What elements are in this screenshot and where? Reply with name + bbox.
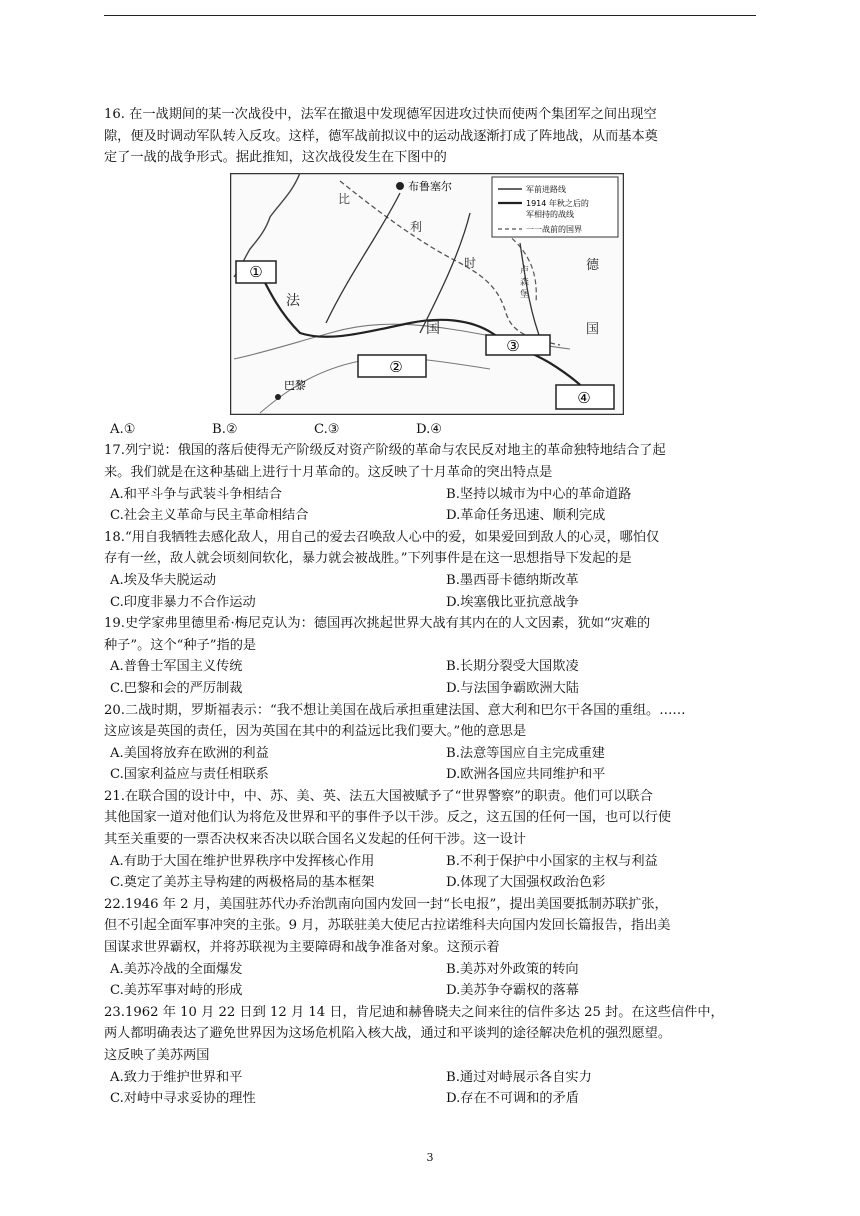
map-marker-1	[236, 261, 276, 283]
question-stem-line: 其至关重要的一票否决权来否决以联合国名义发起的任何干涉。这一设计	[104, 832, 526, 848]
question-stem-line: 22.1946 年 2 月，美国驻苏代办乔治凯南向国内发回一封“长电报”，提出美国要抵制苏联扩张，	[104, 896, 668, 912]
question-stem-line: 定了一战的战争形式。据此推知，这次战役发生在下图中的	[104, 150, 447, 166]
question-options	[104, 678, 756, 700]
map-country-char: 森	[520, 277, 530, 288]
question-options	[104, 570, 756, 592]
question-stem-line: 这反映了美苏两国	[104, 1048, 210, 1063]
legend-item: 1914 年秋之后的	[526, 198, 589, 208]
option-d[interactable]: D.④	[416, 421, 443, 437]
question-options	[104, 1067, 756, 1089]
option-a[interactable]: A.①	[110, 421, 136, 437]
question-stem-line: 20.二战时期，罗斯福表示：“我不想让美国在战后承担重建法国、意大利和巴尔干各国的重组。……	[104, 702, 686, 718]
map-marker-3	[486, 335, 550, 355]
option-c[interactable]: C.社会主义革命与民主革命相结合	[110, 508, 309, 524]
question-stem-line: 17.列宁说：俄国的落后使得无产阶级反对资产阶级的革命与农民反对地主的革命独特地结合了起	[104, 443, 666, 459]
question-stem-line: 其他国家一道对他们认为将危及世界和平的事件予以干涉。反之，这五国的任何一国，也可以行使	[104, 810, 672, 826]
option-c[interactable]: C.国家利益应与责任相联系	[110, 767, 269, 783]
option-b[interactable]: B.美苏对外政策的转向	[446, 961, 579, 977]
map-country-char: 国	[586, 321, 600, 337]
option-a[interactable]: A.和平斗争与武装斗争相结合	[110, 486, 282, 502]
brussels-label: 布鲁塞尔	[408, 179, 452, 193]
svg-text:③: ③	[506, 336, 520, 355]
question-21	[104, 786, 756, 894]
question-options	[104, 505, 756, 527]
question-20	[104, 700, 756, 786]
option-d[interactable]: D.埃塞俄比亚抗意战争	[446, 594, 579, 610]
option-c[interactable]: C.③	[314, 421, 340, 437]
svg-text:①: ①	[249, 262, 263, 281]
option-b[interactable]: B.不利于保护中小国家的主权与利益	[446, 853, 658, 869]
legend-item: 一一战前的国界	[526, 224, 582, 234]
option-d[interactable]: D.美苏争夺霸权的落幕	[446, 983, 579, 999]
question-stem-line: 隙，便及时调动军队转入反攻。这样，德军战前拟议中的运动战逐渐打成了阵地战，从而基本奠	[104, 128, 658, 144]
option-d[interactable]: D.体现了大国强权政治色彩	[446, 875, 606, 891]
question-stem-line: 来。我们就是在这种基础上进行十月革命的。这反映了十月革命的突出特点是	[104, 464, 553, 480]
option-b[interactable]: B.法意等国应自主完成重建	[446, 745, 605, 761]
question-options	[104, 764, 756, 786]
option-a[interactable]: A.埃及华夫脱运动	[110, 572, 217, 588]
brussels-city-marker	[396, 182, 404, 190]
map-marker-4	[556, 385, 614, 409]
page-number: 3	[426, 1151, 434, 1164]
map-figure	[104, 169, 756, 419]
option-a[interactable]: A.美苏冷战的全面爆发	[110, 961, 243, 977]
map-country-char: 德	[586, 257, 600, 273]
paris-label: 巴黎	[284, 378, 306, 392]
question-options	[104, 1088, 756, 1110]
map-country-char: 时	[464, 255, 477, 270]
question-stem-line: 16. 在一战期间的某一次战役中，法军在撤退中发现德军因进攻过快而使两个集团军之间出现空	[104, 107, 657, 122]
svg-text:④: ④	[577, 388, 591, 407]
question-content	[104, 104, 756, 1110]
question-options	[104, 419, 756, 441]
option-d[interactable]: D.存在不可调和的矛盾	[446, 1091, 579, 1107]
question-stem-line: 国谋求世界霸权，并将苏联视为主要障碍和战争准备对象。这预示着	[104, 940, 500, 956]
option-a[interactable]: A.有助于大国在维护世界秩序中发挥核心作用	[110, 853, 375, 869]
option-a[interactable]: A.普鲁士军国主义传统	[110, 659, 243, 675]
option-c[interactable]: C.美苏军事对峙的形成	[110, 983, 243, 999]
question-stem-line: 但不引起全面军事冲突的主张。9 月，苏联驻美大使尼古拉诺维科夫向国内发回长篇报告，指出美	[104, 918, 671, 934]
legend-item: 军前进路线	[526, 184, 566, 194]
option-c[interactable]: C.奠定了美苏主导构建的两极格局的基本框架	[110, 875, 375, 891]
question-16	[104, 104, 756, 440]
question-stem-line: 18.“用自我牺牲去感化敌人，用自己的爱去召唤敌人心中的爱，如果爱回到敌人的心灵，哪怕仅	[104, 529, 660, 545]
option-b[interactable]: B.坚持以城市为中心的革命道路	[446, 486, 632, 502]
map-country-char: 比	[338, 191, 351, 206]
option-b[interactable]: B.长期分裂受大国欺凌	[446, 659, 579, 675]
map-marker-2	[358, 355, 426, 377]
header-rule	[104, 15, 756, 16]
question-options	[104, 484, 756, 506]
map-country-char: 利	[410, 219, 423, 234]
option-b[interactable]: B.墨西哥卡德纳斯改革	[446, 572, 579, 588]
question-17	[104, 440, 756, 526]
question-stem-line: 21.在联合国的设计中，中、苏、美、英、法五大国被赋予了“世界警察”的职责。他们可以联合	[104, 788, 653, 804]
question-options	[104, 851, 756, 873]
question-options	[104, 980, 756, 1002]
western-front-map	[230, 173, 624, 415]
map-country-char: 法	[286, 292, 300, 309]
question-options	[104, 592, 756, 614]
map-country-char: 堡	[520, 289, 530, 300]
legend-item: 军相持的战线	[526, 209, 574, 219]
question-stem-line: 两人都明确表达了避免世界因为这场危机陷入核大战，通过和平谈判的途径解决危机的强烈愿望。	[104, 1026, 672, 1042]
question-23	[104, 1002, 756, 1110]
option-c[interactable]: C.对峙中寻求妥协的理性	[110, 1091, 256, 1107]
option-b[interactable]: B.通过对峙展示各自实力	[446, 1069, 592, 1085]
question-stem-line: 23.1962 年 10 月 22 日到 12 月 14 日，肯尼迪和赫鲁晓夫之间来往的信件多达 25 封。在这些信件中，	[104, 1004, 724, 1020]
option-c[interactable]: C.巴黎和会的严厉制裁	[110, 680, 243, 696]
question-19	[104, 613, 756, 699]
svg-text:②: ②	[389, 357, 403, 376]
question-stem-line: 19.史学家弗里德里希·梅尼克认为：德国再次挑起世界大战有其内在的人文因素，犹如“灾难的	[104, 616, 651, 632]
paris-city-marker	[275, 394, 281, 400]
question-options	[104, 959, 756, 981]
map-legend	[492, 177, 618, 237]
option-d[interactable]: D.革命任务迅速、顺利完成	[446, 508, 606, 524]
map-country-char: 国	[426, 320, 440, 337]
question-stem-line: 种子”。这个“种子”指的是	[104, 637, 257, 653]
option-d[interactable]: D.欧洲各国应共同维护和平	[446, 767, 606, 783]
question-stem-line: 存有一丝，敌人就会顷刻间软化，暴力就会被战胜。”下列事件是在这一思想指导下发起的是	[104, 551, 632, 567]
question-options	[104, 872, 756, 894]
question-22	[104, 894, 756, 1002]
question-options	[104, 743, 756, 765]
map-country-char: 卢	[520, 265, 530, 276]
option-a[interactable]: A.美国将放弃在欧洲的利益	[110, 745, 269, 761]
question-18	[104, 527, 756, 613]
question-options	[104, 656, 756, 678]
option-c[interactable]: C.印度非暴力不合作运动	[110, 594, 256, 610]
option-a[interactable]: A.致力于维护世界和平	[110, 1069, 243, 1085]
option-b[interactable]: B.②	[212, 421, 238, 437]
option-d[interactable]: D.与法国争霸欧洲大陆	[446, 680, 579, 696]
question-stem-line: 这应该是英国的责任，因为英国在其中的利益远比我们要大。”他的意思是	[104, 724, 527, 740]
